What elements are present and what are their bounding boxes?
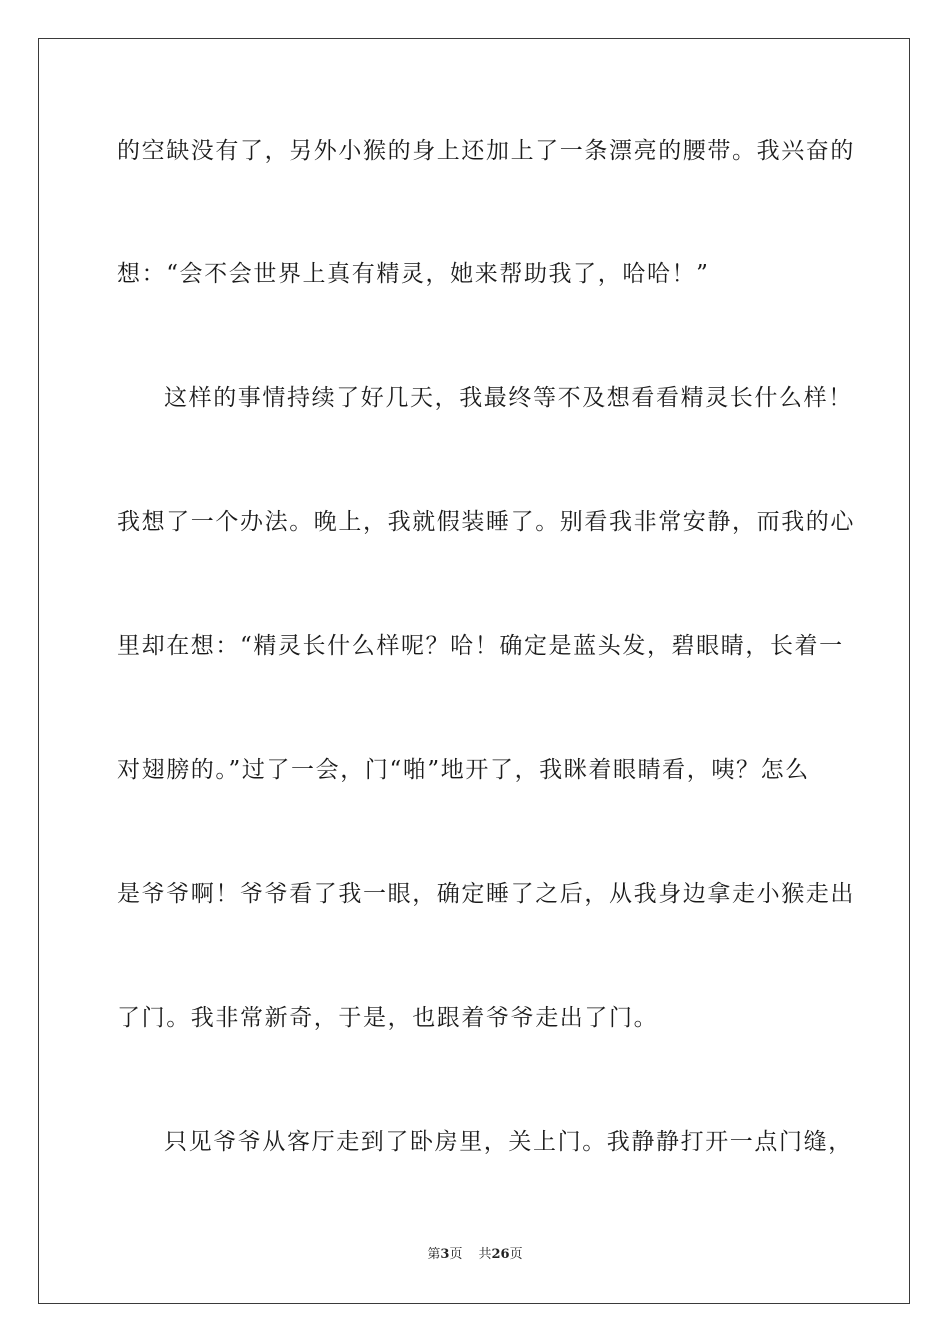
body-line-5: 里却在想：“精灵长什么样呢？哈！确定是蓝头发，碧眼睛，长着一 [117,633,844,659]
page-label-prefix: 第 [427,1247,441,1262]
body-line-4: 我想了一个办法。晚上，我就假装睡了。别看我非常安静，而我的心 [117,509,855,535]
body-line-7: 是爷爷啊！爷爷看了我一眼，确定睡了之后，从我身边拿走小猴走出 [117,881,855,907]
page-border [38,38,910,1304]
body-line-1: 的空缺没有了，另外小猴的身上还加上了一条漂亮的腰带。我兴奋的 [117,138,855,164]
body-line-3-paragraph-start: 这样的事情持续了好几天，我最终等不及想看看精灵长什么样！ [164,385,853,411]
page-label-suffix: 页 [449,1247,463,1262]
body-line-6: 对翅膀的。”过了一会，门“啪”地开了，我眯着眼睛看，咦？怎么 [117,757,810,783]
body-line-2: 想：“会不会世界上真有精灵，她来帮助我了，哈哈！” [117,261,710,287]
total-page-count: 26 [491,1247,510,1262]
body-line-9-paragraph-start: 只见爷爷从客厅走到了卧房里，关上门。我静静打开一点门缝， [164,1129,853,1155]
current-page-number: 3 [440,1247,450,1262]
page-footer [0,1246,950,1264]
total-label-suffix: 页 [509,1247,523,1262]
body-line-8: 了门。我非常新奇，于是，也跟着爷爷走出了门。 [117,1005,659,1031]
total-label-prefix: 共 [478,1247,492,1262]
